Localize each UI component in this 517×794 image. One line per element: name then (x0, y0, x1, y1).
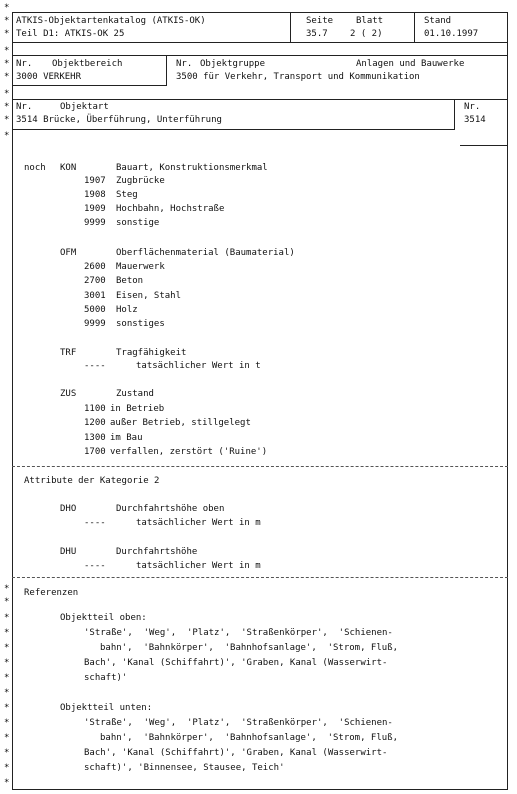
dhu-value-code: ---- (84, 561, 106, 571)
kon-value-code: 1908 (84, 190, 106, 200)
ref-upper-line: 'Straße', 'Weg', 'Platz', 'Straßenkörper', 'Schienen- (84, 628, 393, 638)
date-label: Stand (424, 16, 452, 26)
header-divider (290, 12, 291, 42)
ofm-value-code: 9999 (84, 319, 106, 329)
zus-value-label: verfallen, zerstört ('Ruine') (110, 447, 268, 457)
kon-value-label: sonstige (116, 218, 160, 228)
margin-star: * (4, 658, 10, 668)
trf-code: TRF (60, 348, 77, 358)
header-rule (12, 42, 508, 43)
dho-name: Durchfahrtshöhe oben (116, 504, 225, 514)
area-label: Objektbereich (52, 59, 123, 69)
ofm-name: Oberflächenmaterial (Baumaterial) (116, 248, 295, 258)
zus-name: Zustand (116, 389, 154, 399)
kon-value-label: Steg (116, 190, 138, 200)
margin-star: * (4, 748, 10, 758)
trf-value-label: tatsächlicher Wert in t (136, 361, 261, 371)
kon-name: Bauart, Konstruktionsmerkmal (116, 163, 268, 173)
group-label: Objektgruppe (200, 59, 266, 69)
frame-top-rule (12, 12, 508, 13)
kon-value-label: Hochbahn, Hochstraße (116, 204, 225, 214)
group-value: 3500 für Verkehr, Transport und Kommunikation (176, 72, 420, 82)
kon-value-code: 1907 (84, 176, 106, 186)
kon-code: KON (60, 163, 77, 173)
ofm-value-label: Eisen, Stahl (116, 291, 182, 301)
dhu-value-label: tatsächlicher Wert in m (136, 561, 261, 571)
category2-rule (12, 466, 508, 467)
type-nr-right-value: 3514 (464, 115, 486, 125)
dhu-code: DHU (60, 547, 77, 557)
catalog-part: Teil D1: ATKIS-OK 25 (16, 29, 125, 39)
dho-value-label: tatsächlicher Wert in m (136, 518, 261, 528)
ofm-value-label: Beton (116, 276, 144, 286)
ref-upper-line: Bach', 'Kanal (Schiffahrt)', 'Graben, Kanal (Wasserwirt- (84, 658, 388, 668)
area-top-rule (12, 55, 508, 56)
ofm-value-code: 3001 (84, 291, 106, 301)
ref-lower-line: bahn', 'Bahnkörper', 'Bahnhofsanlage', 'Strom, Fluß, (100, 733, 399, 743)
margin-star: * (4, 613, 10, 623)
ofm-value-code: 2600 (84, 262, 106, 272)
type-label: Objektart (60, 102, 109, 112)
group-divider (166, 55, 167, 85)
area-nr-label: Nr. (16, 59, 33, 69)
type-nr-label: Nr. (16, 102, 33, 112)
type-bottom-rule-right (460, 145, 508, 146)
date-value: 01.10.1997 (424, 29, 479, 39)
frame-bottom-rule (12, 789, 508, 790)
page-label: Seite (306, 16, 334, 26)
catalog-title: ATKIS-Objektartenkatalog (ATKIS-OK) (16, 16, 206, 26)
type-top-rule (12, 99, 508, 100)
type-divider (454, 99, 455, 129)
ofm-code: OFM (60, 248, 77, 258)
area-bottom-rule (12, 85, 167, 86)
ref-lower-line: 'Straße', 'Weg', 'Platz', 'Straßenkörper', 'Schienen- (84, 718, 393, 728)
kon-value-label: Zugbrücke (116, 176, 165, 186)
ref-lower-title: Objektteil unten: (60, 703, 153, 713)
zus-value-code: 1300 (84, 433, 106, 443)
header-divider (414, 12, 415, 42)
margin-star: * (4, 29, 10, 39)
zus-value-code: 1700 (84, 447, 106, 457)
trf-name: Tragfähigkeit (116, 348, 187, 358)
category2-heading: Attribute der Kategorie 2 (24, 476, 160, 486)
ref-upper-line: bahn', 'Bahnkörper', 'Bahnhofsanlage', 'Strom, Fluß, (100, 643, 399, 653)
dho-code: DHO (60, 504, 77, 514)
area-value: 3000 VERKEHR (16, 72, 82, 82)
zus-value-label: im Bau (110, 433, 143, 443)
references-rule (12, 577, 508, 578)
margin-star: * (4, 16, 10, 26)
trf-value-code: ---- (84, 361, 106, 371)
kon-value-code: 9999 (84, 218, 106, 228)
references-heading: Referenzen (24, 588, 79, 598)
margin-star: * (4, 703, 10, 713)
type-nr-right-label: Nr. (464, 102, 481, 112)
margin-star: * (4, 89, 10, 99)
zus-value-label: außer Betrieb, stillgelegt (110, 418, 251, 428)
margin-star: * (4, 628, 10, 638)
type-value: 3514 Brücke, Überführung, Unterführung (16, 115, 222, 125)
kon-prefix: noch (24, 163, 46, 173)
margin-star: * (4, 733, 10, 743)
ref-lower-line: schaft)', 'Binnensee, Stausee, Teich' (84, 763, 285, 773)
zus-value-label: in Betrieb (110, 404, 165, 414)
group-nr-label: Nr. (176, 59, 193, 69)
margin-star: * (4, 718, 10, 728)
margin-star: * (4, 673, 10, 683)
ref-lower-line: Bach', 'Kanal (Schiffahrt)', 'Graben, Kanal (Wasserwirt- (84, 748, 388, 758)
zus-value-code: 1100 (84, 404, 106, 414)
sheet-label: Blatt (356, 16, 384, 26)
ref-upper-line: schaft)' (84, 673, 128, 683)
ofm-value-label: Holz (116, 305, 138, 315)
margin-star: * (4, 102, 10, 112)
margin-star: * (4, 3, 10, 13)
ofm-value-code: 2700 (84, 276, 106, 286)
type-bottom-rule-left (12, 129, 455, 130)
margin-star: * (4, 115, 10, 125)
ofm-value-label: sonstiges (116, 319, 165, 329)
margin-star: * (4, 72, 10, 82)
ref-upper-title: Objektteil oben: (60, 613, 147, 623)
group-heading: Anlagen und Bauwerke (356, 59, 465, 69)
zus-value-code: 1200 (84, 418, 106, 428)
margin-star: * (4, 131, 10, 141)
dhu-name: Durchfahrtshöhe (116, 547, 198, 557)
kon-value-code: 1909 (84, 204, 106, 214)
page-value: 35.7 (306, 29, 328, 39)
ofm-value-label: Mauerwerk (116, 262, 165, 272)
margin-star: * (4, 46, 10, 56)
margin-star: * (4, 778, 10, 788)
ofm-value-code: 5000 (84, 305, 106, 315)
margin-star: * (4, 597, 10, 607)
frame-right-rule (507, 12, 508, 790)
margin-star: * (4, 584, 10, 594)
margin-star: * (4, 763, 10, 773)
margin-star: * (4, 59, 10, 69)
dho-value-code: ---- (84, 518, 106, 528)
sheet-value: 2 ( 2) (350, 29, 383, 39)
margin-star: * (4, 643, 10, 653)
zus-code: ZUS (60, 389, 77, 399)
margin-star: * (4, 688, 10, 698)
